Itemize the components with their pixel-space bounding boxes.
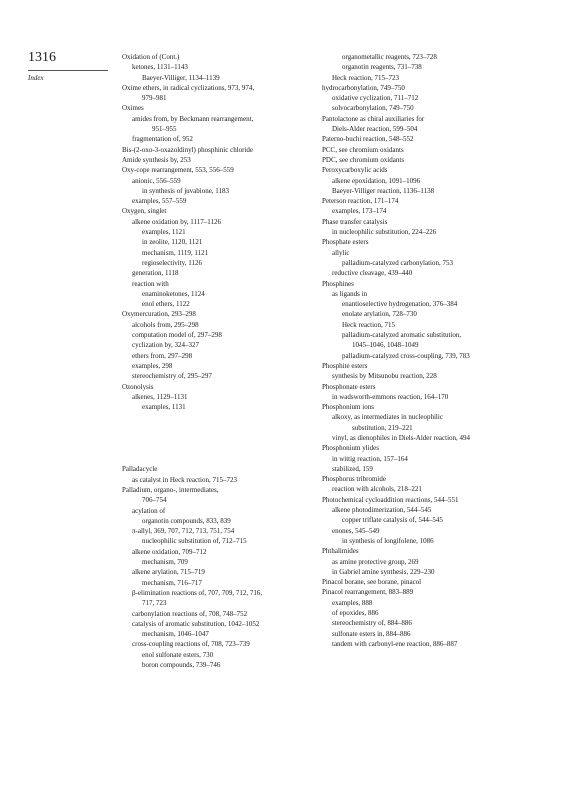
index-subentry: examples, 557–559 <box>132 197 187 206</box>
index-main-entry: Phosphonium ions <box>322 403 374 412</box>
index-subentry: in zeolite, 1120, 1121 <box>142 238 203 247</box>
index-subentry: palladium-catalyzed cross-coupling, 739, 783 <box>342 351 470 360</box>
index-main-entry: PCC, see chromium oxidants <box>322 145 404 154</box>
section-label: Index <box>28 74 44 82</box>
index-main-entry: Pinacol rearrangement, 883–889 <box>322 588 414 597</box>
index-subentry: enol ethers, 1122 <box>142 300 190 309</box>
index-subentry: in wadsworth-emmons reaction, 164–170 <box>332 392 449 401</box>
index-subentry: β-elimination reactions of, 707, 709, 712, 716, <box>132 588 263 597</box>
index-subentry: alcohols from, 295–298 <box>132 320 199 329</box>
index-main-entry: PDC, see chromium oxidants <box>322 155 405 164</box>
index-subentry: amides from, by Beckmann rearrangement, <box>132 114 254 123</box>
index-main-entry: Phosphite esters <box>322 361 368 370</box>
index-subentry: in wittig reaction, 157–164 <box>332 454 408 463</box>
page-number: 1316 <box>28 50 56 65</box>
index-main-entry: Palladacycle <box>122 465 158 474</box>
index-subentry: Heck reaction, 715 <box>342 320 396 329</box>
index-subentry: stabilized, 159 <box>332 464 373 473</box>
index-main-entry: Phosphorus tribromide <box>322 475 386 484</box>
index-subentry: 951–955 <box>152 125 177 134</box>
index-subentry: organotin compounds, 833, 839 <box>142 516 231 525</box>
index-main-entry: Ozonolysis <box>122 382 154 391</box>
index-subentry: palladium-catalyzed carbonylation, 753 <box>342 258 453 267</box>
index-subentry: stereochemistry of, 884–886 <box>332 619 412 628</box>
index-main-entry: Peterson reaction, 171–174 <box>322 197 399 206</box>
index-main-entry: Bis-(2-oxo-3-oxazoldinyl) phosphinic chloride <box>122 145 254 154</box>
index-main-entry: Pinacol borane, see borane, pinacol <box>322 578 422 587</box>
index-subentry: organometallic reagents, 723–728 <box>342 53 437 61</box>
header-rule <box>28 70 108 71</box>
index-subentry: examples, 1121 <box>142 228 186 237</box>
index-subentry: Heck reaction, 715–723 <box>332 73 400 82</box>
index-subentry: as amine protective group, 269 <box>332 557 419 566</box>
index-subentry: alkenes, 1129–1131 <box>132 392 188 401</box>
index-subentry: copper triflate catalysis of, 544–545 <box>342 516 443 525</box>
index-main-entry: Oxygen, singlet <box>122 207 167 216</box>
index-main-entry: Oxime ethers, in radical cyclizations, 973, 974, <box>122 83 255 92</box>
index-main-entry: Amide synthesis by, 253 <box>122 155 191 164</box>
index-subentry: mechanism, 716–717 <box>142 578 202 587</box>
index-subentry: 1045–1046, 1048–1049 <box>352 341 419 350</box>
index-subentry: catalysis of aromatic substitution, 1042–1052 <box>132 619 260 628</box>
index-main-entry: Phosphonate esters <box>322 382 376 391</box>
index-subentry: tandem with carbonyl-ene reaction, 886–887 <box>332 639 458 648</box>
index-subentry: alkene photodimerization, 544–545 <box>332 506 432 515</box>
index-subentry: ketones, 1131–1143 <box>132 63 188 72</box>
index-column-left <box>122 52 327 670</box>
index-subentry: synthesis by Mitsunobu reaction, 228 <box>332 372 437 381</box>
index-subentry: in synthesis of juvabione, 1183 <box>142 186 230 195</box>
index-main-entry: Phthalimides <box>322 547 359 556</box>
index-subentry: fragmentation of, 952 <box>132 135 193 144</box>
index-subentry: examples, 298 <box>132 361 173 370</box>
index-subentry: enantioselective hydrogenation, 376–384 <box>342 300 458 309</box>
index-subentry: π-allyl, 369, 707, 712, 713, 751, 754 <box>132 527 235 536</box>
index-subentry: reaction with alcohols, 218–221 <box>332 485 422 494</box>
index-subentry: enol sulfonate esters, 730 <box>142 650 214 659</box>
index-subentry: generation, 1118 <box>132 269 179 278</box>
index-subentry: mechanism, 1046–1047 <box>142 630 209 639</box>
index-subentry: nucleophilic substitution of, 712–715 <box>142 537 247 546</box>
index-subentry: cyclization by, 324–327 <box>132 341 200 350</box>
index-main-entry: Peroxycarboxylic acids <box>322 166 388 175</box>
index-subentry: anionic, 556–559 <box>132 176 181 185</box>
index-subentry: reductive cleavage, 439–440 <box>332 269 413 278</box>
index-subentry: examples, 888 <box>332 598 373 607</box>
index-subentry: in nucleophilic substitution, 224–226 <box>332 228 437 237</box>
index-main-entry: Oxy-cope rearrangement, 553, 556–559 <box>122 166 234 175</box>
index-subentry: 979–981 <box>142 94 167 103</box>
index-subentry: in synthesis of longifolene, 1086 <box>342 536 434 545</box>
index-main-entry: Paterno-buchi reaction, 548–552 <box>322 135 414 144</box>
index-subentry: vinyl, as dienophiles in Diels-Alder reaction, 494 <box>332 433 471 442</box>
index-main-entry: Photochemical cycloaddition reactions, 544–551 <box>322 495 459 504</box>
index-subentry: Baeyer-Villiger reaction, 1136–1138 <box>332 186 435 195</box>
index-subentry: mechanism, 1119, 1121 <box>142 248 209 257</box>
index-subentry: examples, 173–174 <box>332 207 387 216</box>
index-subentry: as ligands in <box>332 289 367 298</box>
index-subentry: sulfonate esters in, 884–886 <box>332 629 411 638</box>
index-subentry: Diels-Alder reaction, 599–504 <box>332 125 418 134</box>
index-subentry: ethers from, 297–298 <box>132 351 193 360</box>
index-main-entry: Phosphate esters <box>322 238 369 247</box>
index-subentry: 706–754 <box>142 496 167 505</box>
index-main-entry: Pantolactone as chiral auxiliaries for <box>322 114 425 123</box>
index-subentry: examples, 1131 <box>142 403 186 412</box>
index-subentry: computation model of, 297–298 <box>132 331 222 340</box>
index-main-entry: Oxidation of (Cont.) <box>122 53 180 61</box>
index-subentry: organotin reagents, 731–738 <box>342 63 422 72</box>
index-subentry: solvocarbonylation, 749–750 <box>332 104 414 113</box>
section-gap <box>122 412 327 464</box>
index-main-entry: Phosphines <box>322 279 354 288</box>
index-subentry: enolate arylation, 728–730 <box>342 310 417 319</box>
index-subentry: substitution, 219–221 <box>352 423 413 432</box>
index-subentry: of epoxides, 886 <box>332 609 379 618</box>
index-subentry: alkene oxidation, 709–712 <box>132 547 207 556</box>
index-subentry: boron compounds, 739–746 <box>142 661 221 670</box>
index-subentry: cross-coupling reactions of, 708, 723–739 <box>132 640 250 649</box>
index-main-entry: Palladium, organo-, intermediates, <box>122 485 219 494</box>
index-subentry: stereochemistry of, 295–297 <box>132 372 212 381</box>
index-subentry: allylic <box>332 248 350 257</box>
index-subentry: as catalyst in Heck reaction, 715–723 <box>132 475 237 484</box>
index-subentry: enaminoketones, 1124 <box>142 289 205 298</box>
index-main-entry: Oximes <box>122 104 144 113</box>
index-subentry: alkoxy, as intermediates in nucleophilic <box>332 413 443 422</box>
index-subentry: acylation of <box>132 506 166 515</box>
index-subentry: Baeyer-Villiger, 1134–1139 <box>142 73 220 82</box>
index-main-entry: Phosphonium ylides <box>322 444 379 453</box>
index-subentry: alkene oxidation by, 1117–1126 <box>132 217 221 226</box>
index-subentry: carbonylation reactions of, 708, 748–752 <box>132 609 248 618</box>
index-subentry: reaction with <box>132 279 169 288</box>
index-subentry: regioselectivity, 1126 <box>142 258 202 267</box>
index-subentry: alkene arylation, 715–719 <box>132 568 205 577</box>
index-main-entry: Phase transfer catalysis <box>322 217 388 226</box>
index-subentry: alkene epoxidation, 1091–1096 <box>332 176 421 185</box>
index-subentry: palladium-catalyzed aromatic substitution, <box>342 331 462 340</box>
index-subentry: oxidative cyclization, 711–712 <box>332 94 419 103</box>
index-subentry: in Gabriel amine synthesis, 229–230 <box>332 567 435 576</box>
index-main-entry: hydrocarbonylation, 749–750 <box>322 83 405 92</box>
index-subentry: 717, 723 <box>142 599 167 608</box>
index-main-entry: Oxymercuration, 293–298 <box>122 310 196 319</box>
index-subentry: mechanism, 709 <box>142 558 188 567</box>
index-subentry: enones, 545–549 <box>332 526 380 535</box>
index-column-right <box>322 52 527 649</box>
